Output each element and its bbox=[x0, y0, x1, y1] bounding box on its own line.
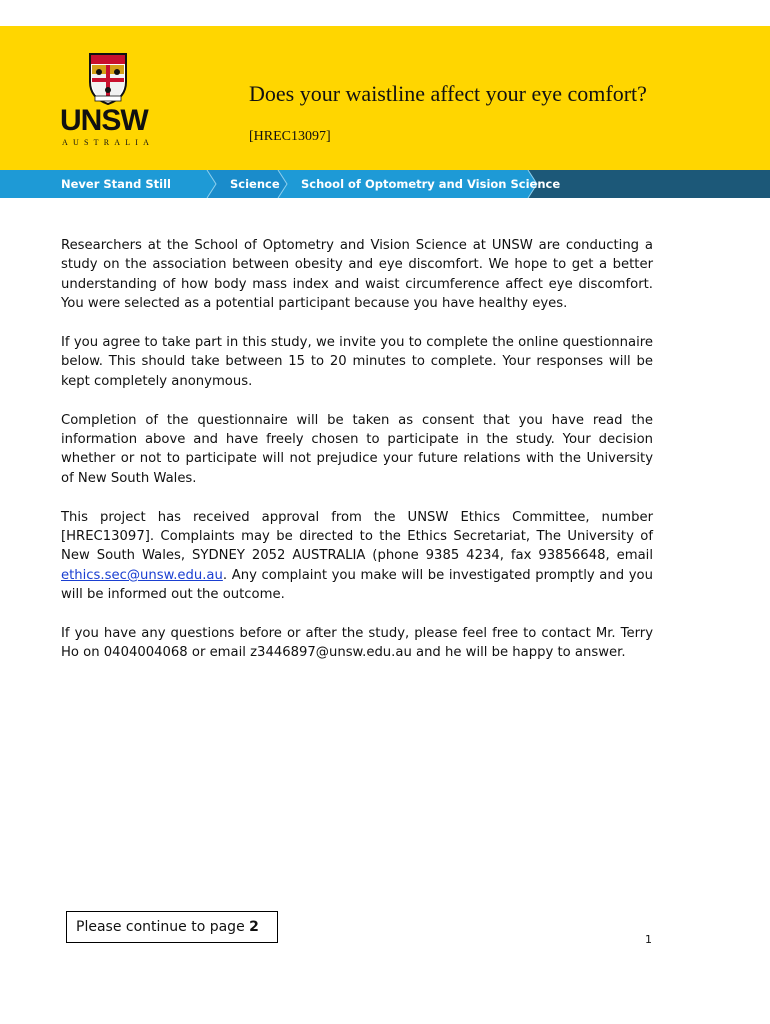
ethics-email-link[interactable]: ethics.sec@unsw.edu.au bbox=[61, 567, 223, 583]
continue-page-number: 2 bbox=[249, 919, 259, 935]
logo-subtext: AUSTRALIA bbox=[62, 138, 155, 147]
paragraph-contact: If you have any questions before or after the study, please feel free to contact Mr. Terry Ho on 0404004068 or email z3446897@unsw.edu.au and he will be happy to answer. bbox=[61, 626, 653, 661]
paragraph-consent: Completion of the questionnaire will be taken as consent that you have read the information above and have freely chosen to participate in the study. Your decision whether or not to participate will not prejudice your future relations with the University of New South Wales. bbox=[61, 412, 653, 486]
hrec-reference: [HREC13097] bbox=[249, 129, 331, 144]
header-banner bbox=[0, 26, 770, 170]
paragraph-intro: Researchers at the School of Optometry and Vision Science at UNSW are conducting a study on the association between obesity and eye discomfort. We hope to get a better understanding of how body mass index and waist circumference affect eye discomfort. You were selected as a potential participant because you have healthy eyes. bbox=[61, 238, 653, 312]
continue-notice bbox=[66, 911, 278, 943]
paragraph-ethics bbox=[61, 508, 653, 605]
breadcrumb-item-school: School of Optometry and Vision Science bbox=[301, 177, 561, 191]
ethics-text-after: . Any complaint you make will be investigated promptly and you will be informed out the outcome. bbox=[61, 567, 653, 603]
unsw-logo bbox=[60, 50, 156, 146]
paragraph-participation: If you agree to take part in this study, we invite you to complete the online questionnaire below. This should take between 15 to 20 minutes to complete. Your responses will be kept completely anonymous. bbox=[61, 335, 653, 389]
main-content bbox=[61, 236, 653, 682]
breadcrumb-item-never-stand-still: Never Stand Still bbox=[61, 177, 171, 191]
page-number: 1 bbox=[645, 933, 652, 946]
breadcrumb-item-science: Science bbox=[230, 177, 280, 191]
logo-wordmark: UNSW bbox=[60, 104, 148, 137]
ethics-text-before: This project has received approval from the UNSW Ethics Committee, number [HREC13097]. Complaints may be directed to the Ethics Secretariat, The University of New South Wales, SYDNEY 2052 AUSTRALIA (phone 9385 4234, fax 93856648, email bbox=[61, 509, 653, 564]
page-title: Does your waistline affect your eye comfort? bbox=[249, 81, 647, 106]
continue-text: Please continue to page bbox=[76, 919, 250, 935]
breadcrumb bbox=[0, 170, 770, 198]
unsw-crest-icon bbox=[87, 52, 129, 106]
